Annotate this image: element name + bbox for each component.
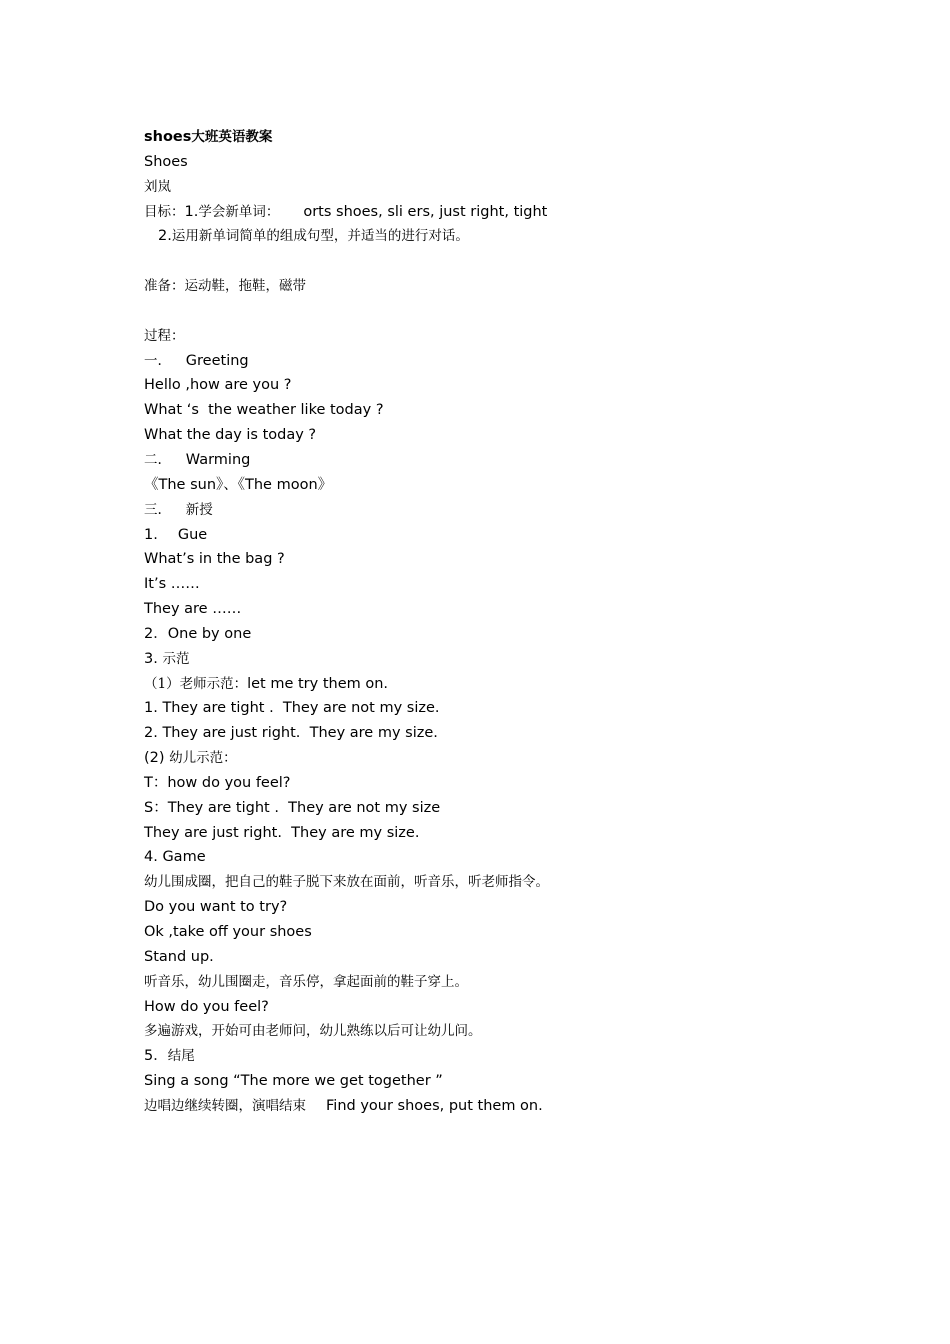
item-3-title: 示范 (162, 650, 190, 667)
document-body (144, 125, 844, 1119)
dialogue-line: Do you want to try? (144, 899, 288, 916)
dialogue-line: How do you feel? (144, 998, 269, 1015)
goal-line-2 (144, 224, 844, 249)
greeting-line: Hello ,how are you ? (144, 377, 292, 394)
dialogue-line: Ok ,take off your shoes (144, 924, 312, 940)
dialogue-line: Stand up. (144, 948, 214, 965)
section-3-number: 三. (144, 501, 162, 518)
dialogue-line: What’s in the bag ? (144, 551, 285, 568)
game-instruction: 幼儿围成圈，把自己的鞋子脱下来放在面前，听音乐，听老师指令。 (144, 874, 549, 891)
item-5-number: 5． (144, 1048, 168, 1065)
author-name: 刘岚 (144, 178, 171, 195)
game-instruction: 多遍游戏，开始可由老师问，幼儿熟练以后可让幼儿问。 (144, 1023, 482, 1040)
game-instruction: 听音乐，幼儿围圈走，音乐停，拿起面前的鞋子穿上。 (144, 973, 468, 990)
goal-label: 目标： (144, 203, 185, 220)
item-1-number: 1. (144, 526, 158, 543)
ending-line (144, 1094, 844, 1119)
goal-1-text: 学会新单词： (198, 203, 280, 220)
ending-text-en: Find your shoes, put them on. (326, 1097, 543, 1114)
item-2-heading: 2．One by one (144, 625, 252, 642)
dialogue-line: 1. They are tight . They are not my size. (144, 700, 440, 717)
section-3-title: 新授 (185, 501, 213, 518)
item-4-heading: 4. Game (144, 849, 206, 866)
process-heading: 过程： (144, 327, 185, 344)
demo-1-heading (144, 672, 844, 697)
section-3-heading (144, 498, 844, 523)
dialogue-line: They are …… (144, 601, 242, 618)
item-1-title: Gue (177, 526, 208, 543)
preparation-line: 准备：运动鞋，拖鞋，磁带 (144, 278, 306, 295)
demo-2-number: (2) (144, 750, 170, 767)
section-1-number: 一. (144, 352, 162, 369)
goal-2-text: 运用新单词简单的组成句型，并适当的进行对话。 (171, 228, 469, 245)
warming-songs: 《The sun》、《The moon》 (144, 476, 333, 493)
demo-1-label: （1）老师示范： (144, 675, 248, 692)
goal-line-1 (144, 200, 844, 225)
ending-text-zh: 边唱边继续转圈，演唱结束 (144, 1097, 306, 1114)
document-title (144, 125, 844, 150)
item-5-heading (144, 1044, 844, 1069)
song-line: Sing a song “The more we get together ” (144, 1073, 443, 1090)
item-5-title: 结尾 (167, 1048, 195, 1065)
dialogue-line: 2. They are just right. They are my size. (144, 725, 438, 742)
document-subtitle: Shoes (144, 153, 188, 170)
demo-1-text: let me try them on. (247, 675, 389, 692)
dialogue-line: They are just right. They are my size. (144, 824, 420, 841)
greeting-line: What ‘s the weather like today ? (144, 402, 384, 419)
demo-2-heading (144, 746, 844, 771)
item-1-heading (144, 523, 844, 548)
section-2-number: 二. (144, 451, 162, 468)
section-1-title: Greeting (185, 352, 249, 369)
dialogue-line: S：They are tight . They are not my size (144, 799, 441, 816)
goal-2-number: 2. (158, 228, 172, 245)
title-zh: 大班英语教案 (191, 129, 273, 145)
goal-1-number: 1. (184, 203, 199, 220)
goal-1-words: orts shoes, sli ers, just right, tight (303, 203, 548, 220)
section-2-title: Warming (185, 451, 251, 468)
greeting-line: What the day is today ? (144, 427, 317, 444)
dialogue-line: T：how do you feel? (144, 774, 291, 791)
demo-2-label: 幼儿示范： (169, 750, 237, 767)
section-2-heading (144, 448, 844, 473)
item-3-heading (144, 647, 844, 672)
section-1-heading (144, 349, 844, 374)
item-3-number: 3. (144, 650, 163, 667)
title-en: shoes (144, 129, 192, 145)
dialogue-line: It’s …… (144, 576, 200, 593)
